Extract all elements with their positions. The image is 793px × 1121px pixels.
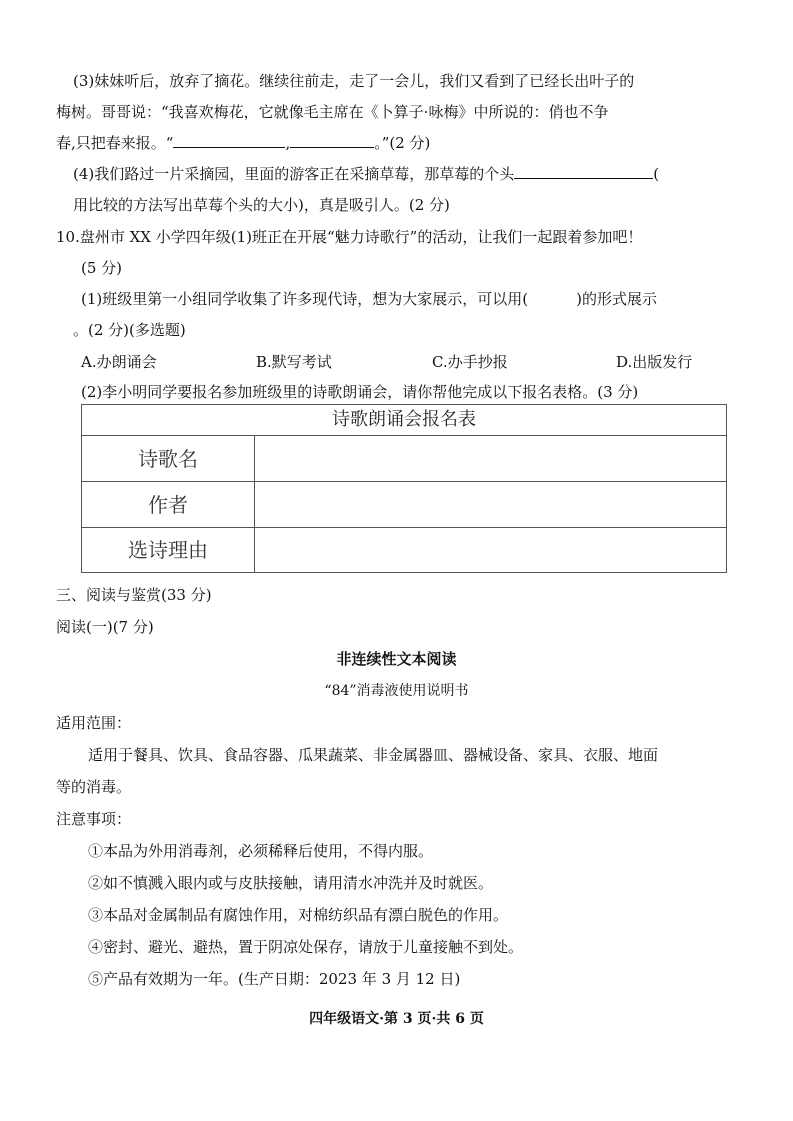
q10-sub1-text-a: (1)班级里第一小组同学收集了许多现代诗，想为大家展示，可以用( — [81, 290, 529, 308]
q9-part3-line2: 梅树。哥哥说：“我喜欢梅花，它就像毛主席在《卜算子·咏梅》中所说的：俏也不争 — [56, 103, 609, 121]
note-item: ⑤产品有效期为一年。(生产日期：2023 年 3 月 12 日) — [88, 970, 461, 988]
q9-part3-text-b: , — [285, 134, 291, 152]
q10-sub1-line1 — [81, 289, 657, 309]
option-c[interactable]: C.办手抄报 — [432, 353, 508, 371]
q10-sub1-text-b: )的形式展示 — [576, 290, 657, 308]
q10-sub2: (2)李小明同学要报名参加班级里的诗歌朗诵会，请你帮他完成以下报名表格。(3 分) — [81, 383, 639, 401]
registration-form-table — [81, 404, 727, 573]
option-b[interactable]: B.默写考试 — [256, 353, 332, 371]
notes-label: 注意事项： — [56, 810, 132, 828]
page-footer: 四年级语文·第 3 页·共 6 页 — [309, 1011, 484, 1027]
q9-part3-line1: (3)妹妹听后，放弃了摘花。继续往前走，走了一会儿，我们又看到了已经长出叶子的 — [73, 72, 635, 90]
form-label-poem-name: 诗歌名 — [82, 436, 255, 481]
option-a[interactable]: A.办朗诵会 — [81, 353, 157, 371]
q9-part3-line3 — [56, 133, 430, 153]
note-item: ②如不慎溅入眼内或与皮肤接触，请用清水冲洗并及时就医。 — [88, 874, 494, 892]
form-input-author[interactable] — [255, 482, 726, 527]
form-label-author: 作者 — [82, 482, 255, 527]
q9-part4-text-b: ( — [653, 165, 660, 183]
note-item: ④密封、避光、避热，置于阴凉处保存，请放于儿童接触不到处。 — [88, 938, 524, 956]
q9-blank-1[interactable] — [173, 133, 285, 148]
scope-label: 适用范围： — [56, 714, 132, 732]
scope-line2: 等的消毒。 — [56, 778, 132, 796]
note-item: ①本品为外用消毒剂，必须稀释后使用，不得内服。 — [88, 842, 434, 860]
q9-part3-text-c: 。”(2 分) — [374, 134, 431, 152]
section3-heading: 三、阅读与鉴赏(33 分) — [56, 586, 212, 604]
q10-score: (5 分) — [81, 259, 123, 277]
form-title: 诗歌朗诵会报名表 — [332, 409, 476, 430]
q9-blank-2[interactable] — [290, 133, 374, 148]
form-input-poem-name[interactable] — [255, 436, 726, 481]
q9-part4-line2: 用比较的方法写出草莓个头的大小)，真是吸引人。(2 分) — [73, 196, 450, 214]
text-subtitle: “84”消毒液使用说明书 — [324, 683, 469, 699]
form-row-reason — [82, 527, 726, 572]
scope-line1: 适用于餐具、饮具、食品容器、瓜果蔬菜、非金属器皿、器械设备、家具、衣服、地面 — [88, 746, 659, 764]
form-input-reason[interactable] — [255, 528, 726, 572]
option-d[interactable]: D.出版发行 — [616, 353, 693, 371]
q9-part3-text-a: 春,只把春来报。“ — [56, 134, 174, 152]
form-row-poem-name — [82, 435, 726, 481]
text-title: 非连续性文本阅读 — [336, 650, 457, 668]
q9-part4-line1 — [73, 164, 659, 184]
note-item: ③本品对金属制品有腐蚀作用，对棉纺织品有漂白脱色的作用。 — [88, 906, 509, 924]
form-label-reason: 选诗理由 — [82, 528, 255, 572]
q9-blank-3[interactable] — [514, 164, 653, 179]
q10-heading: 10.盘州市 XX 小学四年级(1)班正在开展“魅力诗歌行”的活动，让我们一起跟着参加吧！ — [56, 228, 643, 246]
form-row-author — [82, 481, 726, 527]
q9-part4-text-a: (4)我们路过一片采摘园，里面的游客正在采摘草莓，那草莓的个头 — [73, 165, 515, 183]
q10-sub1-line2: 。(2 分)(多选题) — [73, 321, 186, 339]
reading1-heading: 阅读(一)(7 分) — [56, 618, 154, 636]
